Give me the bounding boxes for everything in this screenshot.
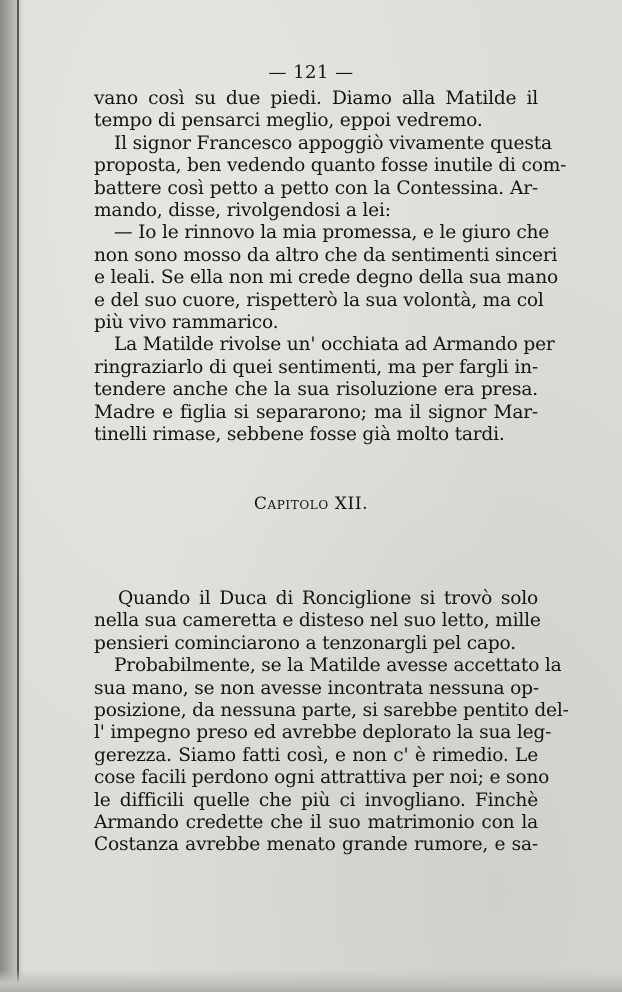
text-line: mando, disse, rivolgendosi a lei: <box>94 200 391 222</box>
text-block-top <box>94 88 567 447</box>
text-line: ringraziarlo di quei sentimenti, ma per fargli in- <box>94 356 538 378</box>
text-line: sua mano, se non avesse incontrata nessuna op- <box>94 677 539 699</box>
text-line: posizione, da nessuna parte, si sarebbe pentito del- <box>94 700 569 722</box>
text-line: le difficili quelle che più ci invogliano. Finchè <box>94 789 538 811</box>
text-line: e leali. Se ella non mi crede degno della sua mano <box>94 267 558 289</box>
text-line: Armando credette che il suo matrimonio con la <box>94 812 538 834</box>
text-line: l' impegno preso ed avrebbe deplorato la sua leg- <box>94 722 552 744</box>
text-line: Il signor Francesco appoggiò vivamente questa <box>114 132 552 154</box>
text-block-bottom <box>94 588 569 857</box>
text-line: — Io le rinnovo la mia promessa, e le giuro che <box>114 222 550 244</box>
text-line: tempo di pensarci meglio, eppoi vedremo. <box>94 110 483 132</box>
text-line: Madre e figlia si separarono; ma il signor Mar- <box>94 401 538 423</box>
text-line: nella sua cameretta e disteso nel suo letto, mille <box>94 610 541 632</box>
text-line: gerezza. Siamo fatti così, e non c' è rimedio. Le <box>94 744 538 766</box>
text-line: e del suo cuore, rispetterò la sua volontà, ma col <box>94 289 544 311</box>
text-line: vano così su due piedi. Diamo alla Matilde il <box>94 88 538 109</box>
text-line: Probabilmente, se la Matilde avesse accettato la <box>114 655 562 677</box>
text-line: proposta, ben vedendo quanto fosse inutile di com- <box>94 155 567 177</box>
text-line: cose facili perdono ogni attrattiva per noi; e sono <box>94 767 550 789</box>
chapter-heading: Capitolo XII. <box>253 494 369 514</box>
text-line: La Matilde rivolse un' occhiata ad Armando per <box>114 334 555 356</box>
text-line: Costanza avrebbe menato grande rumore, e sa- <box>94 834 538 856</box>
text-line: pensieri cominciarono a tenzonargli pel capo. <box>94 632 516 654</box>
text-line: battere così petto a petto con la Contessina. Ar- <box>94 177 538 199</box>
text-line: tendere anche che la sua risoluzione era presa. <box>94 379 538 401</box>
page-bottom-edge <box>0 970 622 992</box>
text-line: tinelli rimase, sebbene fosse già molto tardi. <box>94 424 505 446</box>
text-line: non sono mosso da altro che da sentimenti sinceri <box>94 244 558 266</box>
page-number: — 121 — <box>268 62 354 83</box>
text-line: più vivo rammarico. <box>94 312 279 334</box>
text-line: Quando il Duca di Ronciglione si trovò solo <box>118 588 538 609</box>
